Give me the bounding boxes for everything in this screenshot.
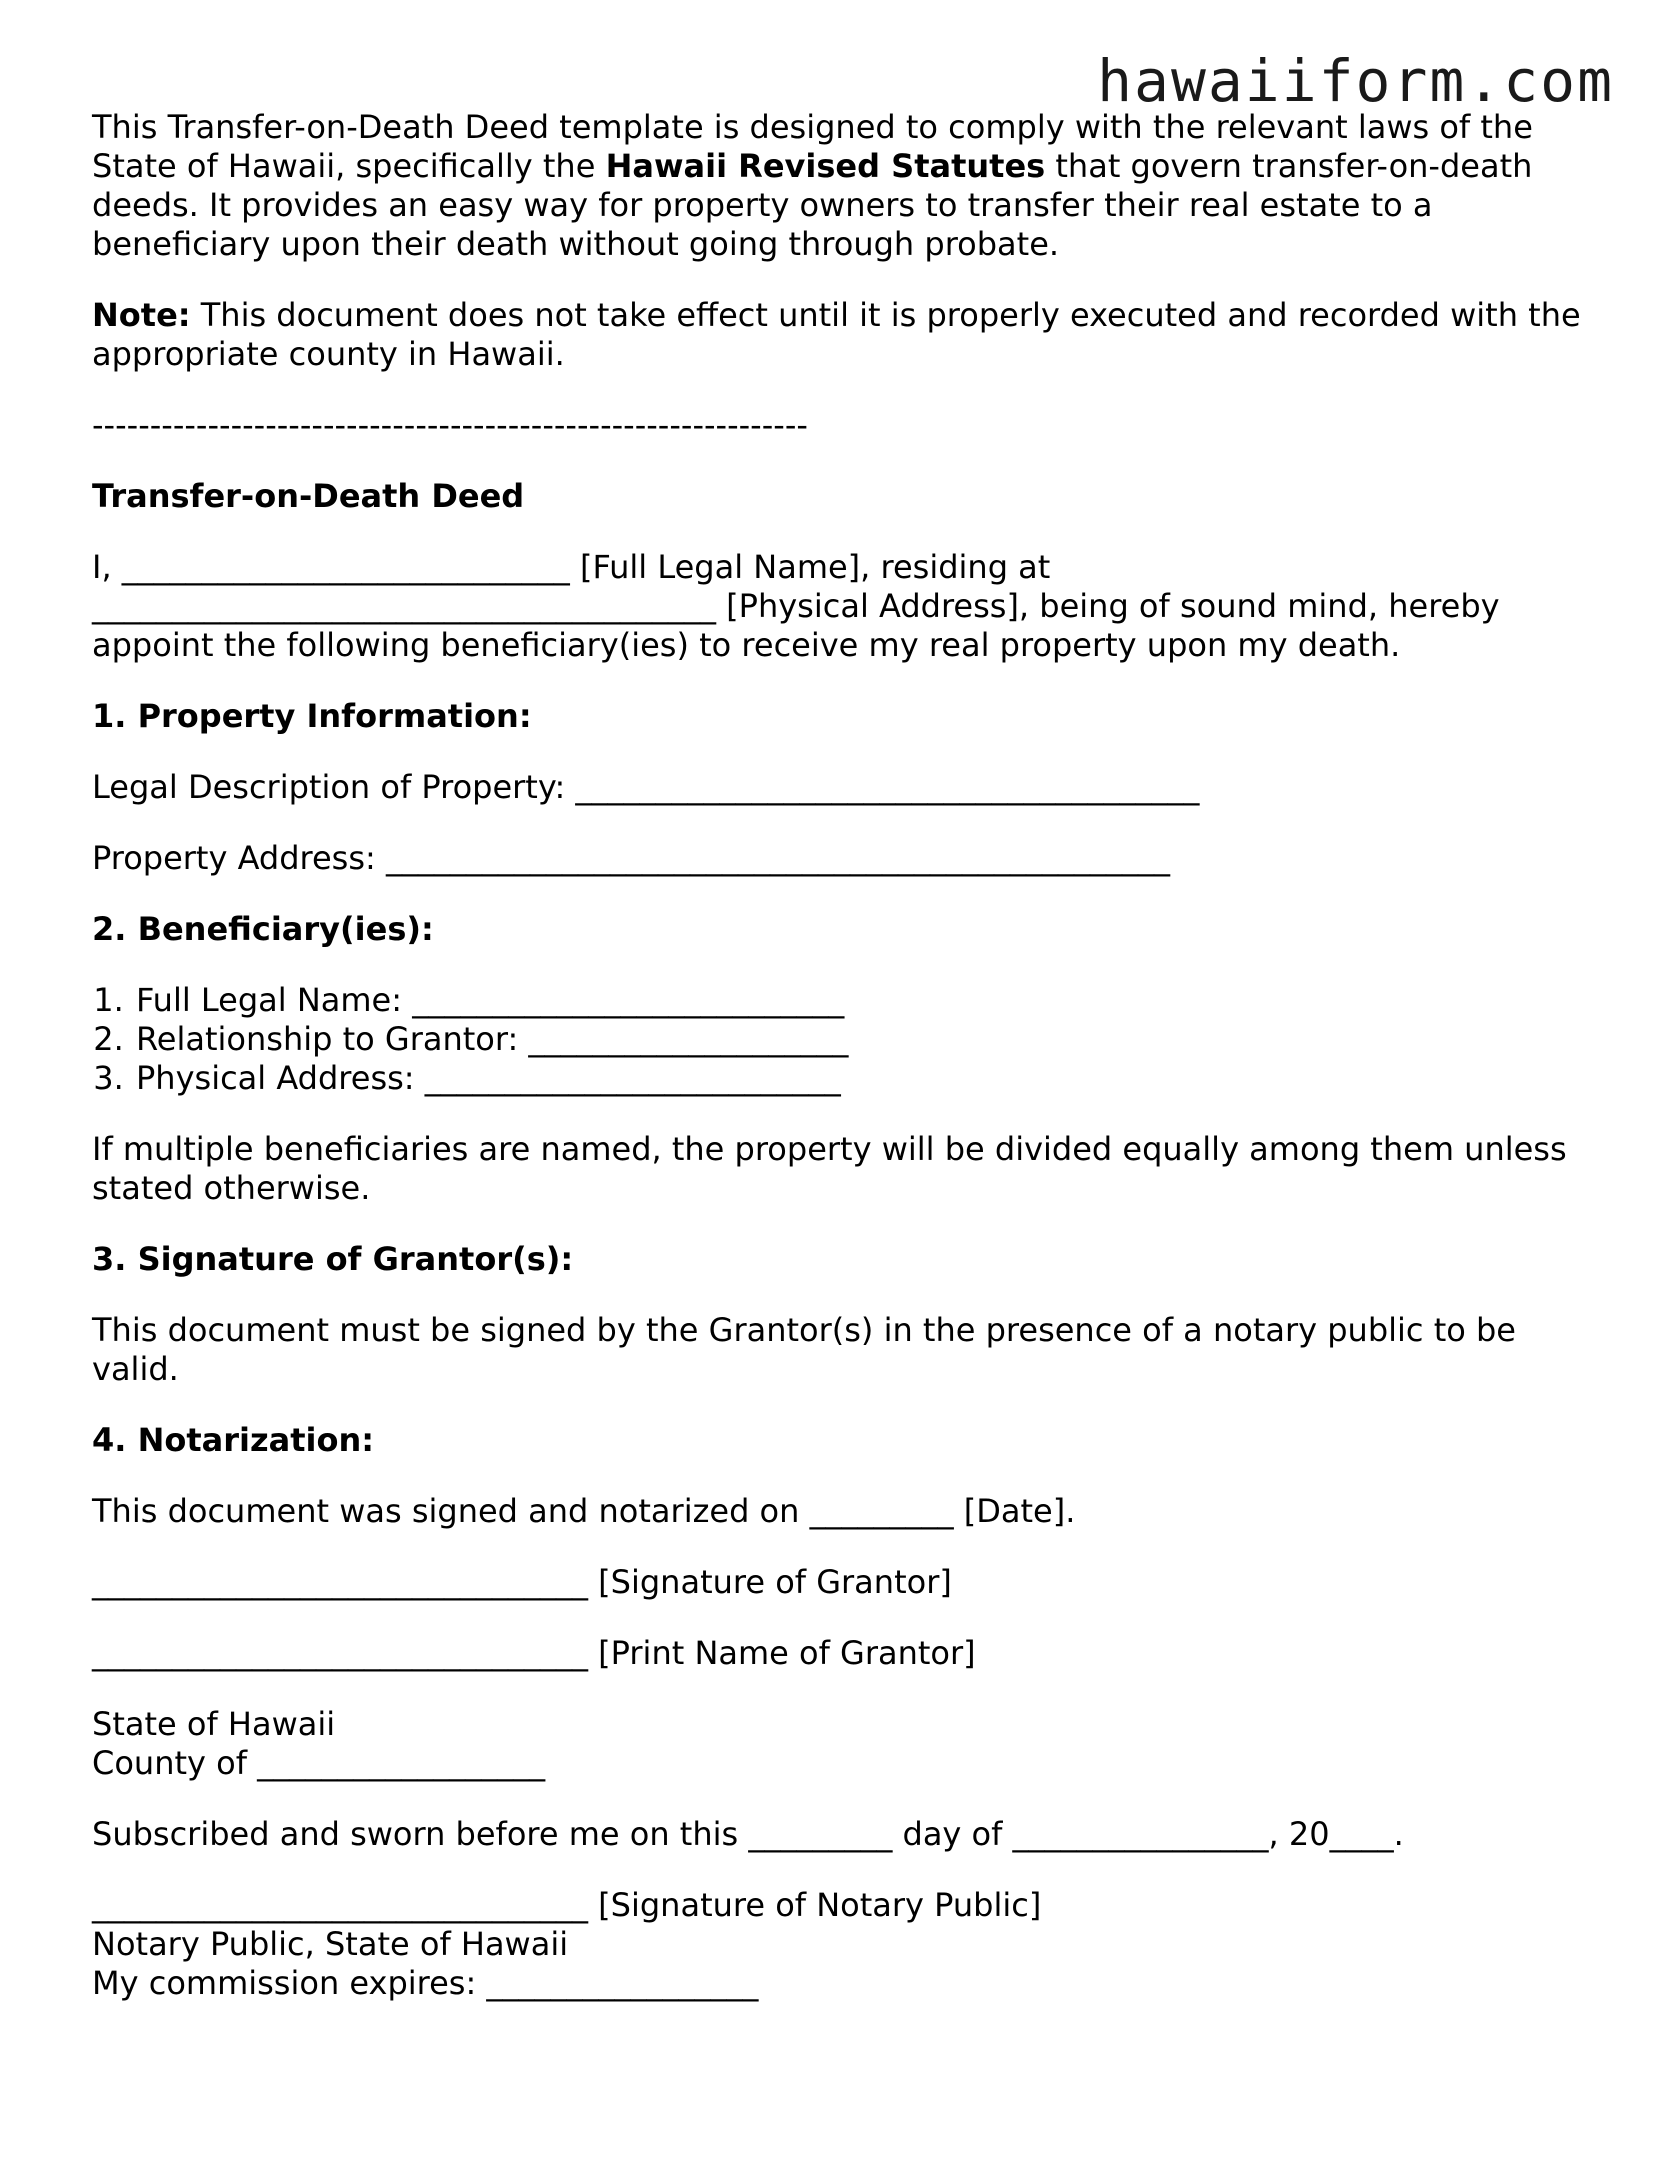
notary-title: Notary Public, State of Hawaii (92, 1925, 569, 1963)
property-address-field: Property Address: _________________________________________________ (92, 839, 1170, 877)
intro-statute-name: Hawaii Revised Statutes (605, 147, 1046, 185)
sworn-statement-line: Subscribed and sworn before me on this _________ day of ________________, 20____. (92, 1815, 1404, 1853)
grantor-signature-line: _______________________________ [Signature of Grantor] (92, 1563, 952, 1601)
deed-title: Transfer-on-Death Deed (92, 477, 525, 515)
venue-block (92, 1705, 1592, 1783)
note-label: Note: (92, 296, 191, 334)
grantor-print-name-line: _______________________________ [Print Name of Grantor] (92, 1634, 976, 1672)
appointment-line-3: appoint the following beneficiary(ies) to receive my real property upon my death. (92, 626, 1401, 664)
signature-requirement-text: This document must be signed by the Grantor(s) in the presence of a notary public to be valid. (92, 1311, 1516, 1388)
appointment-paragraph (92, 548, 1592, 665)
site-watermark: hawaiiform.com (1097, 47, 1614, 115)
beneficiary-name-field: 1. Full Legal Name: ___________________________ (134, 981, 1592, 1020)
intro-text-1: This Transfer-on-Death Deed template is designed to comply with the relevant laws of the State of Hawaii, specifically the (92, 108, 1533, 185)
separator-line: -------------------------------------------------------------- (92, 406, 808, 444)
section-1-heading: 1. Property Information: (92, 697, 532, 735)
section-3-heading: 3. Signature of Grantor(s): (92, 1240, 574, 1278)
intro-text-2: that govern transfer-on-death deeds. It provides an easy way for property owners to transfer their real estate to a beneficiary upon their death without going through probate. (92, 147, 1533, 263)
appointment-line-2: _______________________________________ [Physical Address], being of sound mind, hereby (92, 587, 1500, 625)
note-paragraph (92, 296, 1592, 374)
commission-expiry-line: My commission expires: _________________ (92, 1964, 759, 2002)
beneficiary-address-field: 3. Physical Address: __________________________ (134, 1059, 1592, 1098)
multiple-beneficiaries-note: If multiple beneficiaries are named, the property will be divided equally among them unless stated otherwise. (92, 1130, 1567, 1207)
section-2-heading: 2. Beneficiary(ies): (92, 910, 434, 948)
appointment-line-1: I, ____________________________ [Full Legal Name], residing at (92, 548, 1051, 586)
venue-county: County of __________________ (92, 1744, 546, 1782)
notarization-date-line: This document was signed and notarized on _________ [Date]. (92, 1492, 1076, 1530)
document-body (92, 108, 1592, 2003)
notary-signature-line: _______________________________ [Signature of Notary Public] (92, 1886, 1042, 1924)
notary-block (92, 1886, 1592, 2003)
legal-description-field: Legal Description of Property: _______________________________________ (92, 768, 1200, 806)
beneficiary-relationship-field: 2. Relationship to Grantor: ____________________ (134, 1020, 1592, 1059)
section-4-heading: 4. Notarization: (92, 1421, 375, 1459)
intro-paragraph (92, 108, 1592, 264)
beneficiary-list (92, 981, 1592, 1098)
venue-state: State of Hawaii (92, 1705, 336, 1743)
note-text: This document does not take effect until it is properly executed and recorded with the appropriate county in Hawaii. (92, 296, 1581, 373)
